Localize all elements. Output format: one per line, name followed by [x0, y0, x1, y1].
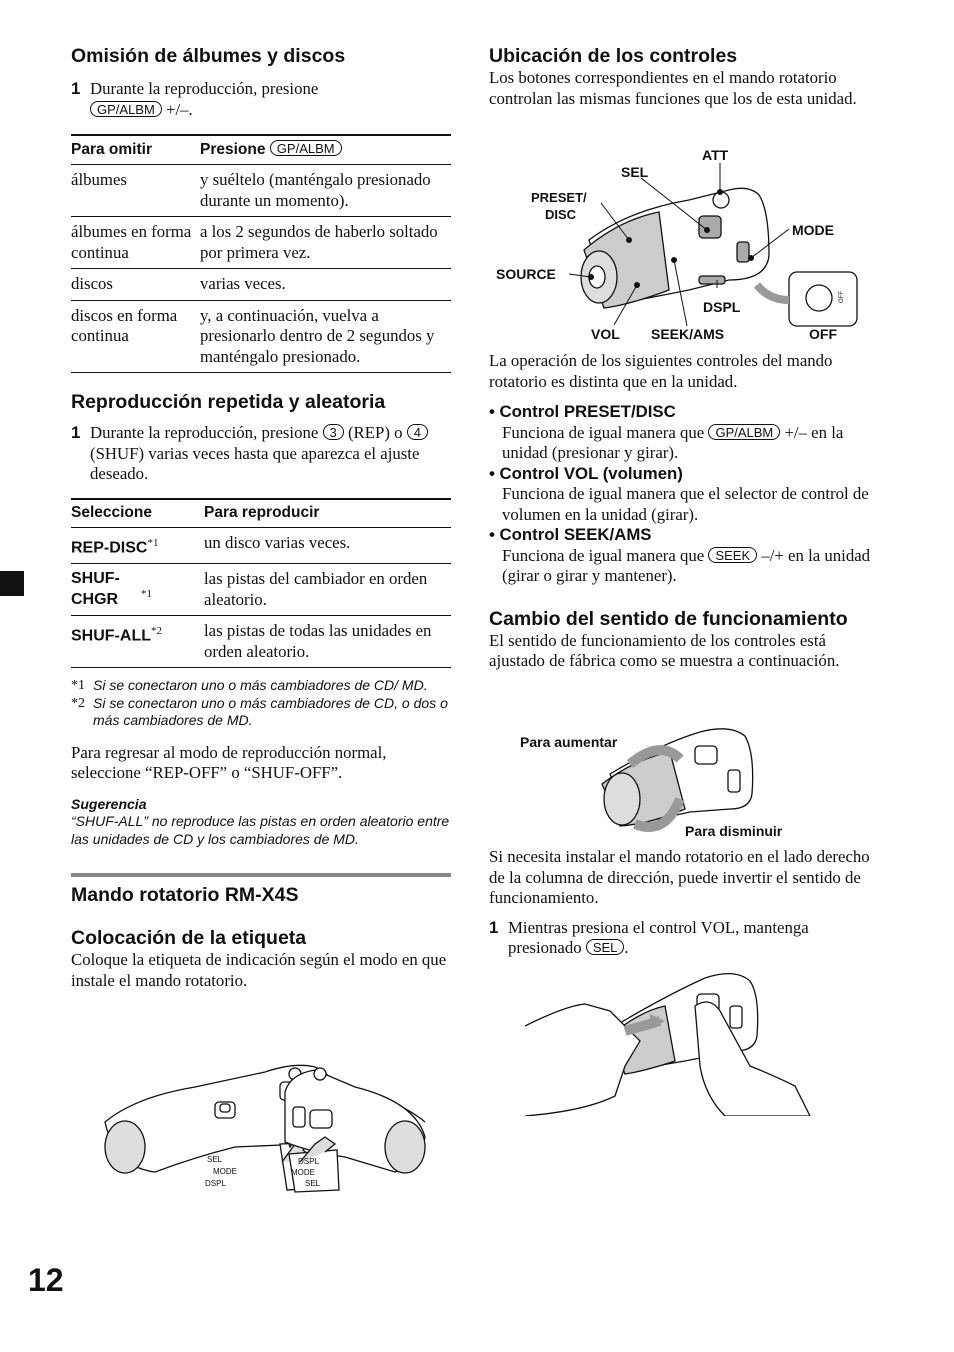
table-row: discos en forma continua y, a continuación, vuelva a presionarlo dentro de 2 segundos y manténgalo presionado. [71, 300, 451, 373]
label-preset: PRESET/ [531, 190, 587, 205]
label-text: MODE [213, 1167, 237, 1176]
step-1: 1 Mientras presiona el control VOL, mantenga presionado SEL . [489, 917, 809, 957]
paragraph: El sentido de funcionamiento de los controles está ajustado de fábrica como se muestra a continuación. [489, 630, 840, 670]
label-text: SEL [207, 1155, 223, 1164]
bullet-vol: • Control VOL (volumen) Funciona de igual manera que el selector de control de volumen en la unidad (girar). [489, 463, 869, 524]
repeat-table [71, 498, 451, 669]
label-sel: SEL [621, 164, 649, 180]
tip-title: Sugerencia [71, 795, 147, 812]
label-att: ATT [702, 147, 729, 163]
right-column-bottom [489, 847, 879, 959]
subsection-title-label: Colocación de la etiqueta [71, 927, 307, 950]
paragraph: Si necesita instalar el mando rotatorio en el lado derecho de la columna de dirección, puede invertir el sentido de funcionamiento. [489, 847, 870, 907]
label-vol: VOL [591, 326, 620, 342]
gp-albm-key: GP/ALBM [708, 424, 780, 440]
bullet-preset: • Control PRESET/DISC Funciona de igual manera que GP/ALBM +/– en la unidad (presionar y girar). [489, 402, 844, 462]
table-header: Seleccione Para reproducir [71, 499, 451, 528]
section-rule [71, 873, 451, 877]
step-1 [71, 79, 451, 120]
section-title-rotary: Mando rotatorio RM-X4S [71, 884, 299, 907]
table-row: álbumes en forma continua a los 2 segundos de haberlo soltado por primera vez. [71, 217, 451, 269]
label-increase: Para aumentar [520, 734, 618, 750]
paragraph: Para regresar al modo de reproducción normal, seleccione “REP-OFF” o “SHUF-OFF”. [71, 742, 387, 783]
label-decrease: Para disminuir [685, 823, 783, 839]
section-tab-marker [0, 571, 24, 596]
left-column [71, 44, 451, 991]
paragraph: Coloque la etiqueta de indicación según el modo en que instale el mando rotatorio. [71, 950, 447, 990]
direction-diagram [510, 724, 810, 842]
step-number: 1 [71, 79, 81, 98]
seek-key: SEEK [708, 547, 757, 563]
section-title-controls: Ubicación de los controles [489, 45, 738, 67]
table-row: SHUF-ALL$^{*2}$ las pistas de todas las unidades en orden aleatorio. [71, 616, 451, 668]
step-1: 1 Durante la reproducción, presione 3 (REP) o 4 (SHUF) varias veces hasta que aparezca el ajuste deseado. [71, 423, 451, 485]
label-mode: MODE [792, 222, 834, 238]
paragraph: La operación de los siguientes controles del mando rotatorio es distinta que en la unidad. [489, 351, 833, 391]
label-text: DSPL [205, 1179, 226, 1188]
table-row: álbumes y suéltelo (manténgalo presionado durante un momento). [71, 165, 451, 217]
section-title-skip: Omisión de álbumes y discos [71, 45, 346, 67]
label-dspl: DSPL [703, 299, 741, 315]
paragraph: Los botones correspondientes en el mando rotatorio controlan las mismas funciones que los de esta unidad. [489, 68, 857, 108]
gp-albm-key: GP/ALBM [270, 140, 342, 156]
hand-diagram [525, 966, 820, 1116]
section-title-direction: Cambio del sentido de funcionamiento [489, 607, 848, 630]
label-placement-illustration [95, 1062, 435, 1197]
bullet-seek: • Control SEEK/AMS Funciona de igual manera que SEEK –/+ en la unidad (girar o girar y mantener). [489, 525, 871, 585]
skip-table [71, 134, 451, 373]
off-switch-text: OFF [839, 291, 845, 303]
controls-diagram [489, 140, 879, 350]
table-row: REP-DISC$^{*1}$ un disco varias veces. [71, 527, 451, 564]
sel-key: SEL [586, 939, 625, 955]
table-row: discos varias veces. [71, 269, 451, 301]
label-text: DSPL [298, 1157, 319, 1166]
right-column [489, 44, 879, 109]
tip-text: “SHUF-ALL” no reproduce las pistas en orden aleatorio entre las unidades de CD y los cambiadores de MD. [71, 813, 450, 847]
gp-albm-key: GP/ALBM [90, 101, 162, 117]
table-row: SHUF-CHGR $^{*1}$ las pistas del cambiador en orden aleatorio. [71, 564, 451, 616]
step-text: Durante la reproducción, presione GP/ALBM +/–. [90, 79, 319, 119]
footnotes: *1 Si se conectaron uno o más cambiadores de CD/ MD. *2 Si se conectaron uno o más cambiadores de CD, o dos o más cambiadores de MD. [71, 677, 448, 729]
col-header: Presione GP/ALBM [200, 135, 451, 165]
key-3: 3 [323, 424, 344, 440]
label-seek: SEEK/AMS [651, 326, 725, 342]
key-4: 4 [407, 424, 428, 440]
page-number: 12 [28, 1262, 64, 1298]
label-text: MODE [291, 1168, 315, 1177]
col-header: Para omitir [71, 135, 200, 165]
right-column-lower [489, 351, 879, 672]
label-text: SEL [305, 1179, 321, 1188]
table-header [71, 135, 451, 165]
label-source: SOURCE [496, 266, 556, 282]
label-disc: DISC [545, 207, 577, 222]
label-off: OFF [809, 326, 837, 342]
section-title-repeat: Reproducción repetida y aleatoria [71, 391, 386, 413]
